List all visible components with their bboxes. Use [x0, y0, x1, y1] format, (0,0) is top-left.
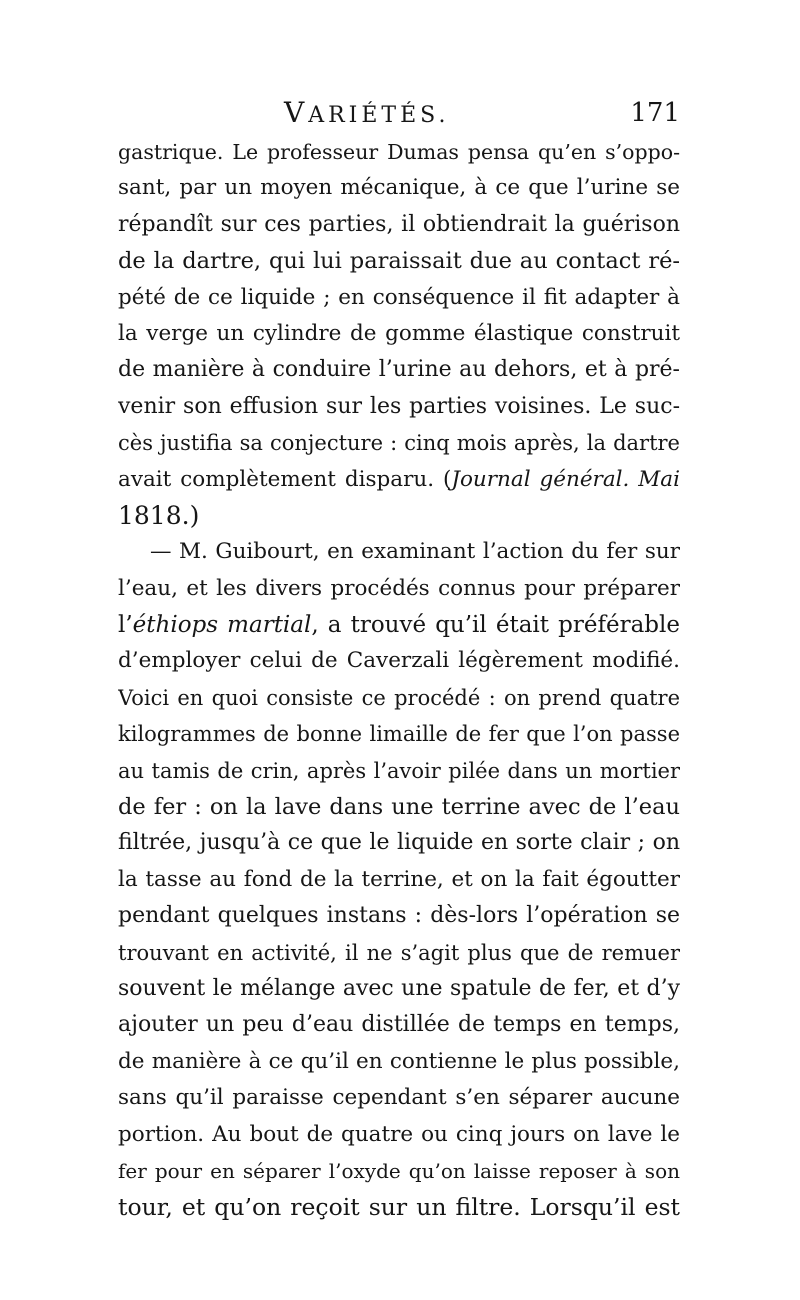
text-line: [118, 1080, 680, 1116]
text-line: [118, 753, 680, 789]
text-segment: filtrée, jusqu’à ce que le liquide en sorte clair ; on: [118, 830, 680, 856]
text-line: [118, 207, 680, 243]
text-segment: portion. Au bout de quatre ou cinq jours on lave le: [118, 1121, 680, 1147]
text-segment: pété de ce liquide ; en conséquence il fit adapter à: [118, 284, 680, 310]
text-line: [118, 1044, 680, 1080]
text-line: [118, 825, 680, 861]
text-line: [118, 1117, 680, 1153]
text-segment: l’eau, et les divers procédés connus pour préparer: [118, 575, 680, 601]
text-segment: tour, et qu’on reçoit sur un filtre. Lorsqu’il est: [118, 1193, 680, 1222]
text-line: [118, 243, 680, 279]
text-segment: avait complètement disparu. (: [118, 466, 452, 492]
text-line: [118, 280, 680, 316]
text-segment: de manière à ce qu’il en contienne le plus possible,: [118, 1048, 680, 1074]
text-line: [118, 571, 680, 607]
text-line: [118, 389, 680, 425]
text-segment: Voici en quoi consiste ce procédé : on prend quatre: [118, 685, 680, 710]
text-segment: sans qu’il paraisse cependant s’en séparer aucune: [118, 1085, 680, 1111]
text-line: [118, 607, 680, 643]
text-line: [118, 352, 680, 388]
text-line: [118, 498, 680, 534]
text-segment: souvent le mélange avec une spatule de fer, et d’y: [118, 975, 680, 1001]
text-segment: de fer : on la lave dans une terrine avec de l’eau: [118, 794, 680, 821]
text-segment: — M. Guibourt, en examinant l’action du fer sur: [150, 539, 680, 565]
text-segment: répandît sur ces parties, il obtiendrait la guérison: [118, 211, 680, 237]
text-line: [118, 425, 680, 461]
italic-term: éthiops martial: [132, 612, 312, 639]
text-segment: la verge un cylindre de gomme élastique construit: [118, 320, 680, 346]
running-head-rest: ARIÉTÉS.: [308, 103, 450, 128]
running-head-initial: V: [284, 96, 309, 129]
text-line: [118, 789, 680, 825]
running-head: [284, 96, 449, 133]
text-segment: ajouter un peu d’eau distillée de temps en temps,: [118, 1012, 680, 1038]
text-segment: pendant quelques instans : dès-lors l’opération se: [118, 903, 680, 929]
text-segment: fer pour en séparer l’oxyde qu’on laisse reposer à son: [118, 1158, 680, 1183]
text-line: [118, 462, 680, 498]
text-segment: de la dartre, qui lui paraissait due au contact ré-: [118, 248, 680, 275]
text-line: [118, 898, 680, 934]
journal-citation: Journal général. Mai: [451, 466, 680, 492]
text-segment: sant, par un moyen mécanique, à ce que l’urine se: [118, 175, 680, 201]
text-line: [118, 316, 680, 352]
page-header: [118, 96, 680, 130]
text-segment: venir son effusion sur les parties voisines. Le suc-: [118, 393, 680, 419]
text-segment: cès justifia sa conjecture : cinq mois après, la dartre: [118, 431, 680, 456]
paragraph-start-line: [118, 534, 680, 570]
text-segment: l’: [118, 612, 133, 639]
text-segment: au tamis de crin, après l’avoir pilée dans un mortier: [118, 758, 680, 783]
text-line: [118, 134, 680, 170]
text-segment: trouvant en activité, il ne s’agit plus que de remuer: [118, 940, 680, 965]
text-line: [118, 862, 680, 898]
text-segment: de manière à conduire l’urine au dehors, et à pré-: [118, 357, 680, 383]
text-line: [118, 680, 680, 716]
text-segment: la tasse au fond de la terrine, et on la fait égoutter: [118, 866, 680, 892]
text-segment: , a trouvé qu’il était préférable: [311, 612, 680, 639]
text-segment: kilogrammes de bonne limaille de fer que l’on passe: [118, 722, 680, 747]
text-line: [118, 971, 680, 1007]
body-text: [118, 134, 680, 1226]
text-line: [118, 170, 680, 206]
text-line: [118, 643, 680, 679]
text-line: [118, 935, 680, 971]
text-segment: 1818.): [118, 500, 200, 530]
text-line: [118, 716, 680, 752]
text-segment: gastrique. Le professeur Dumas pensa qu’en s’oppo-: [118, 140, 680, 164]
page-number: 171: [630, 98, 680, 128]
text-line: [118, 1189, 680, 1225]
text-line: [118, 1153, 680, 1189]
text-segment: d’employer celui de Caverzali légèrement modifié.: [118, 648, 680, 674]
text-line: [118, 1007, 680, 1043]
